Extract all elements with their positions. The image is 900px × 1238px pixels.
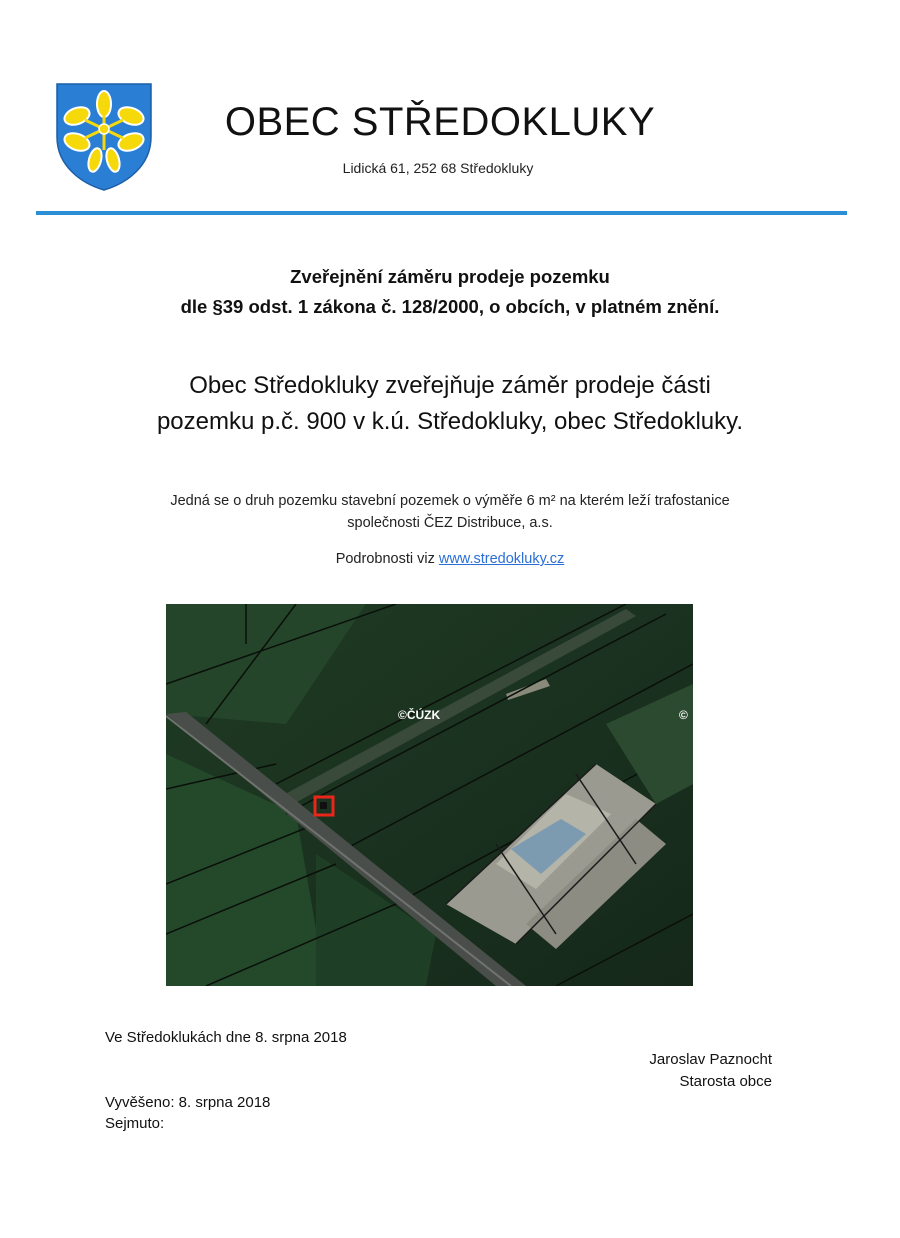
signer-role: Starosta obce [679,1073,772,1090]
place-and-date: Ve Středoklukách dne 8. srpna 2018 [105,1029,347,1046]
municipality-address: Lidická 61, 252 68 Středokluky [342,160,534,176]
more-info [60,551,840,567]
notice-heading-line1: Zveřejnění záměru prodeje pozemku [290,266,610,287]
notice-heading-line2: dle §39 odst. 1 zákona č. 128/2000, o obcích, v platném znění. [180,296,720,317]
notice-detail-line2: společnosti ČEZ Distribuce, a.s. [347,515,553,531]
removed-date: Sejmuto: [105,1115,165,1132]
aerial-map [166,604,693,986]
notice-intro-line2: pozemku p.č. 900 v k.ú. Středokluky, obec Středokluky. [156,408,744,435]
municipal-crest [55,82,153,192]
aerial-map-image [166,604,693,986]
notice-detail-line1: Jedná se o druh pozemku stavební pozemek o výměře 6 m² na kterém leží trafostanice [170,493,730,509]
crest-icon [55,82,153,192]
signer-name: Jaroslav Paznocht [649,1051,772,1068]
posted-date: Vyvěšeno: 8. srpna 2018 [105,1094,271,1111]
map-watermark: ©ČÚZK [398,708,441,722]
header-divider [36,211,847,215]
map-watermark-edge-icon: © [679,708,688,722]
more-info-prefix: Podrobnosti viz [335,551,435,567]
notice-intro-line1: Obec Středokluky zveřejňuje záměr prodeje části [189,372,711,399]
municipality-title: OBEC STŘEDOKLUKY [224,100,656,144]
website-link[interactable]: www.stredokluky.cz [438,551,565,567]
